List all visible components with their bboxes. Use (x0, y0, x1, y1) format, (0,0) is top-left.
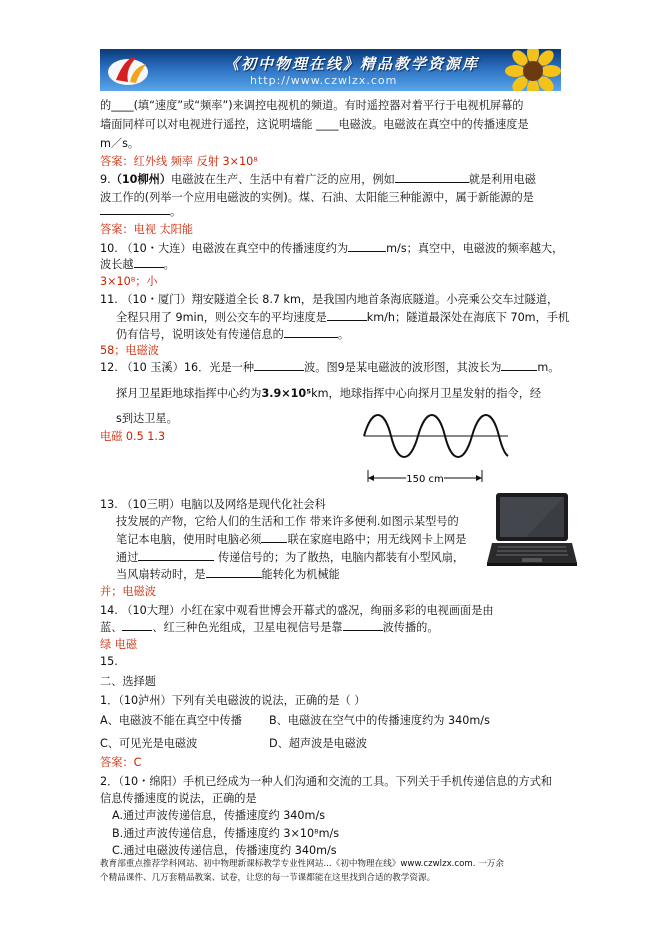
footer-line2: 个精品课件、几万套精品教案、试卷，让您的每一节课都能在这里找到合适的教学资源。 (100, 873, 436, 883)
site-logo-icon (106, 52, 152, 88)
answer-text: 58；电磁波 (100, 344, 159, 357)
text-line: 墙面同样可以对电视进行遥控，这说明墙能 ____电磁波。电磁波在真空中的传播速度是 (100, 118, 529, 131)
text-line: m／s。 (100, 137, 140, 150)
question-14-line2: 蓝、 、红三种色光组成，卫星电视信号是靠 波传播的。 (100, 621, 439, 634)
question-13-line4: 通过 传递信号的；为了散热，电脑内都装有小型风扇， (116, 551, 465, 564)
banner-title: 《初中物理在线》精品教学资源库 (224, 55, 480, 73)
mc-question-1: 1．（10泸州）下列有关电磁波的说法，正确的是（ ） (100, 694, 366, 707)
answer-text: 绿 电磁 (100, 638, 138, 651)
mc-option-b: B.通过声波传递信息，传播速度约 3×10⁸m/s (112, 827, 340, 840)
answer-text: 答案：电视 太阳能 (100, 223, 194, 236)
question-9-line1: 9.（10柳州）电磁波在生产、生活中有着广泛的应用，例如 就是利用电磁 (100, 173, 536, 186)
question-13-line5: 当风扇转动时，是 能转化为机械能 (116, 568, 340, 581)
question-12-line3: s到达卫星。 (116, 412, 178, 425)
mc-option-b: B、电磁波在空气中的传播速度约为 340m/s (269, 714, 490, 727)
section-heading: 二、选择题 (100, 675, 156, 688)
question-12-line1: 12. （10 玉溪）16．光是一种 波。图9是某电磁波的波形图，其波长为 m。 (100, 361, 560, 374)
question-15-number: 15. (100, 655, 118, 668)
mc-option-d: D、超声波是电磁波 (269, 737, 368, 750)
question-12-line2: 探月卫星距地球指挥中心约为3.9×10⁵km，地球指挥中心向探月卫星发射的指令，经 (116, 387, 542, 400)
answer-text: 电磁 0.5 1.3 (100, 430, 166, 443)
arrow-right-icon (476, 475, 482, 481)
text-line: 的____(填“速度”或“频率”)来调控电视机的频道。有时遥控器对着平行于电视机屏幕的 (100, 99, 524, 112)
question-13-line2: 技发展的产物，它给人们的生活和工作 带来许多便利.如图示某型号的 (116, 515, 459, 528)
laptop-image (486, 491, 578, 569)
header-banner (100, 49, 561, 91)
answer-text: 并；电磁波 (100, 585, 156, 598)
mc-option-a: A.通过声波传递信息，传播速度约 340m/s (112, 809, 326, 822)
answer-text: 答案：红外线 频率 反射 3×10⁸ (100, 155, 258, 168)
question-10-line2: 波长越 。 (100, 258, 175, 271)
question-11-line1: 11. （10・厦门）翔安隧道全长 8.7 km，是我国内地首条海底隧道。小亮乘公交车过隧道， (100, 293, 559, 306)
answer-text: 答案：C (100, 756, 142, 769)
question-10-line1: 10. （10・大连）电磁波在真空中的传播速度约为 m/s；真空中，电磁波的频率越大， (100, 242, 564, 255)
question-9-blank: 。 (100, 203, 181, 219)
wave-figure (360, 408, 510, 488)
mc-option-a: A、电磁波不能在真空中传播 (100, 714, 242, 727)
question-11-line2: 全程只用了 9min，则公交车的平均速度是 km/h；隧道最深处在海底下 70m，手机 (116, 311, 570, 324)
arrow-left-icon (368, 475, 374, 481)
sunflower-icon (498, 49, 561, 91)
mc-question-2-line1: 2．（10・绵阳）手机已经成为一种人们沟通和交流的工具。下列关于手机传递信息的方式和 (100, 775, 553, 788)
question-13-line3: 笔记本电脑，使用时电脑必须 联在家庭电路中；用无线网卡上网是 (116, 533, 467, 546)
question-13-line1: 13. （10三明）电脑以及网络是现代化社会科 (100, 498, 326, 511)
question-9-line2: 波工作的(列举一个应用电磁波的实例)。煤、石油、太阳能三种能源中，属于新能源的是 (100, 191, 534, 204)
wave-length-label: 150 cm (406, 474, 444, 485)
answer-text: 3×10⁸；小 (100, 275, 158, 288)
banner-url[interactable]: http://www.czwlzx.com (250, 74, 398, 87)
mc-question-2-line2: 信息传播速度的说法，正确的是 (100, 792, 257, 805)
footer-line1: 教育部重点推荐学科网站、初中物理新课标教学专业性网站...《初中物理在线》www.czwlzx.com. 一万余 (100, 859, 504, 869)
question-11-line3: 仍有信号，说明该处有传递信息的 。 (116, 328, 350, 341)
mc-option-c: C.通过电磁波传递信息，传播速度约 340m/s (112, 844, 337, 857)
mc-option-c: C、可见光是电磁波 (100, 737, 198, 750)
question-14-line1: 14. （10大理）小红在家中观看世博会开幕式的盛况，绚丽多彩的电视画面是由 (100, 604, 494, 617)
